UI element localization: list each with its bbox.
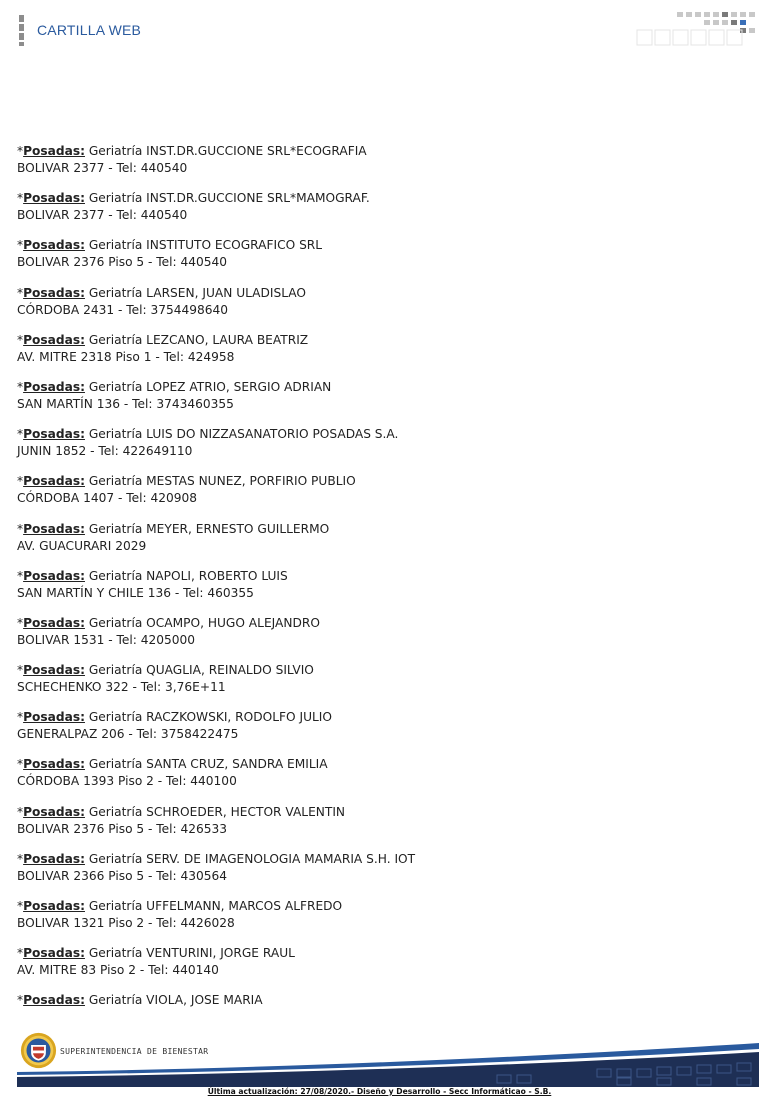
provider-entry <box>17 237 737 284</box>
city-label: Posadas: <box>23 332 85 347</box>
city-label: Posadas: <box>23 285 85 300</box>
provider-title-line: *Posadas: Geriatría LOPEZ ATRIO, SERGIO ADRIAN <box>17 379 332 394</box>
provider-title-line: *Posadas: Geriatría LEZCANO, LAURA BEATRIZ <box>17 332 309 347</box>
provider-title-line: *Posadas: Geriatría QUAGLIA, REINALDO SILVIO <box>17 663 314 678</box>
provider-name: Geriatría INST.DR.GUCCIONE SRL*MAMOGRAF. <box>88 191 370 206</box>
provider-address: AV. MITRE 83 Piso 2 - Tel: 440140 <box>17 963 219 978</box>
city-label: Posadas: <box>23 710 85 725</box>
provider-title-line: *Posadas: Geriatría INSTITUTO ECOGRAFICO SRL <box>17 238 323 253</box>
provider-address: BOLIVAR 2376 Piso 5 - Tel: 440540 <box>17 255 228 270</box>
provider-address: BOLIVAR 1321 Piso 2 - Tel: 4426028 <box>17 916 235 930</box>
provider-title-line: *Posadas: Geriatría OCAMPO, HUGO ALEJANDRO <box>17 615 320 630</box>
provider-name: Geriatría LARSEN, JUAN ULADISLAO <box>88 285 307 300</box>
provider-name: Geriatría NAPOLI, ROBERTO LUIS <box>88 568 288 583</box>
provider-address: CÓRDOBA 1393 Piso 2 - Tel: 440100 <box>17 774 237 789</box>
provider-name: Geriatría VIOLA, JOSE MARIA <box>88 993 263 1008</box>
provider-name: Geriatría QUAGLIA, REINALDO SILVIO <box>88 663 314 678</box>
provider-entry <box>17 332 737 379</box>
provider-entry <box>17 379 737 426</box>
provider-entry <box>17 521 737 568</box>
header-bar-segment <box>19 15 24 22</box>
provider-title-line: *Posadas: Geriatría MESTAS NUNEZ, PORFIRIO PUBLIO <box>17 474 356 489</box>
city-label: Posadas: <box>23 993 85 1008</box>
provider-entry <box>17 804 737 851</box>
provider-title-line: *Posadas: Geriatría NAPOLI, ROBERTO LUIS <box>17 568 288 583</box>
provider-entry <box>17 473 737 520</box>
city-label: Posadas: <box>23 804 85 819</box>
organization-name: SUPERINTENDENCIA DE BIENESTAR <box>60 1047 209 1056</box>
provider-entry <box>17 615 737 662</box>
header-bar-segment <box>19 24 24 31</box>
city-label: Posadas: <box>23 568 85 583</box>
city-label: Posadas: <box>23 474 85 489</box>
provider-address: SAN MARTÍN Y CHILE 136 - Tel: 460355 <box>17 585 254 600</box>
provider-name: Geriatría INSTITUTO ECOGRAFICO SRL <box>88 238 323 253</box>
provider-name: Geriatría MESTAS NUNEZ, PORFIRIO PUBLIO <box>88 474 356 489</box>
provider-title-line: *Posadas: Geriatría VIOLA, JOSE MARIA <box>17 993 263 1008</box>
provider-address: BOLIVAR 2366 Piso 5 - Tel: 430564 <box>17 868 228 883</box>
provider-entry <box>17 898 737 945</box>
provider-name: Geriatría MEYER, ERNESTO GUILLERMO <box>88 521 330 536</box>
provider-entry <box>17 756 737 803</box>
provider-address: JUNIN 1852 - Tel: 422649110 <box>17 444 193 459</box>
provider-address: AV. GUACURARI 2029 <box>17 538 147 553</box>
provider-name: Geriatría LUIS DO NIZZASANATORIO POSADAS S.A. <box>88 427 399 442</box>
provider-title-line: *Posadas: Geriatría SCHROEDER, HECTOR VALENTIN <box>17 804 346 819</box>
city-label: Posadas: <box>23 427 85 442</box>
city-label: Posadas: <box>23 851 85 866</box>
provider-name: Geriatría SANTA CRUZ, SANDRA EMILIA <box>88 757 328 772</box>
provider-name: Geriatría SERV. DE IMAGENOLOGIA MAMARIA S.H. IOT <box>88 851 416 866</box>
provider-address: GENERALPAZ 206 - Tel: 3758422475 <box>17 727 239 742</box>
provider-name: Geriatría VENTURINI, JORGE RAUL <box>88 946 295 961</box>
provider-address: CÓRDOBA 1407 - Tel: 420908 <box>17 491 198 506</box>
provider-name: Geriatría OCAMPO, HUGO ALEJANDRO <box>88 615 320 630</box>
provider-title-line: *Posadas: Geriatría LUIS DO NIZZASANATORIO POSADAS S.A. <box>17 427 399 442</box>
provider-address: BOLIVAR 2377 - Tel: 440540 <box>17 208 188 223</box>
provider-entry <box>17 709 737 756</box>
provider-title-line: *Posadas: Geriatría SANTA CRUZ, SANDRA EMILIA <box>17 757 328 772</box>
city-label: Posadas: <box>23 191 85 206</box>
provider-name: Geriatría UFFELMANN, MARCOS ALFREDO <box>88 899 343 913</box>
city-label: Posadas: <box>23 144 85 158</box>
provider-name: Geriatría LEZCANO, LAURA BEATRIZ <box>88 332 309 347</box>
header-decoration <box>634 8 759 48</box>
page-header <box>0 0 759 60</box>
provider-address: CÓRDOBA 2431 - Tel: 3754498640 <box>17 302 229 317</box>
provider-name: Geriatría RACZKOWSKI, RODOLFO JULIO <box>88 710 332 725</box>
header-bar-segment <box>19 42 24 46</box>
provider-address: BOLIVAR 2376 Piso 5 - Tel: 426533 <box>17 821 228 836</box>
city-label: Posadas: <box>23 899 85 913</box>
provider-address: SAN MARTÍN 136 - Tel: 3743460355 <box>17 396 234 411</box>
provider-list <box>17 143 737 1040</box>
city-label: Posadas: <box>23 379 85 394</box>
provider-name: Geriatría LOPEZ ATRIO, SERGIO ADRIAN <box>88 379 332 394</box>
provider-title-line: *Posadas: Geriatría UFFELMANN, MARCOS ALFREDO <box>17 899 343 913</box>
city-label: Posadas: <box>23 615 85 630</box>
last-update-note: Última actualización: 27/08/2020.- Diseño y Desarrollo - Secc Informáticao - S.B. <box>207 1087 552 1096</box>
provider-address: SCHECHENKO 322 - Tel: 3,76E+11 <box>17 680 226 695</box>
header-bar-segment <box>19 33 24 40</box>
city-label: Posadas: <box>23 757 85 772</box>
page-footer <box>0 1025 759 1101</box>
city-label: Posadas: <box>23 946 85 961</box>
provider-title-line: *Posadas: Geriatría VENTURINI, JORGE RAUL <box>17 946 295 961</box>
provider-address: BOLIVAR 1531 - Tel: 4205000 <box>17 632 196 647</box>
provider-entry <box>17 851 737 898</box>
city-label: Posadas: <box>23 238 85 253</box>
superintendencia-seal-icon <box>20 1032 57 1069</box>
provider-entry <box>17 285 737 332</box>
city-label: Posadas: <box>23 663 85 678</box>
provider-entry <box>17 662 737 709</box>
provider-title-line: *Posadas: Geriatría LARSEN, JUAN ULADISLAO <box>17 285 307 300</box>
provider-title-line: *Posadas: Geriatría SERV. DE IMAGENOLOGIA MAMARIA S.H. IOT <box>17 851 416 866</box>
provider-entry <box>17 945 737 992</box>
provider-entry <box>17 426 737 473</box>
provider-address: AV. MITRE 2318 Piso 1 - Tel: 424958 <box>17 349 235 364</box>
provider-name: Geriatría SCHROEDER, HECTOR VALENTIN <box>88 804 346 819</box>
provider-address: BOLIVAR 2377 - Tel: 440540 <box>17 161 188 175</box>
provider-entry <box>17 143 737 190</box>
provider-name: Geriatría INST.DR.GUCCIONE SRL*ECOGRAFIA <box>88 144 367 158</box>
provider-title-line: *Posadas: Geriatría MEYER, ERNESTO GUILLERMO <box>17 521 330 536</box>
provider-entry <box>17 190 737 237</box>
provider-title-line: *Posadas: Geriatría RACZKOWSKI, RODOLFO JULIO <box>17 710 332 725</box>
page-title: CARTILLA WEB <box>37 22 142 38</box>
provider-title-line: *Posadas: Geriatría INST.DR.GUCCIONE SRL*ECOGRAFIA <box>17 144 367 158</box>
provider-entry <box>17 568 737 615</box>
city-label: Posadas: <box>23 521 85 536</box>
provider-title-line: *Posadas: Geriatría INST.DR.GUCCIONE SRL*MAMOGRAF. <box>17 191 370 206</box>
